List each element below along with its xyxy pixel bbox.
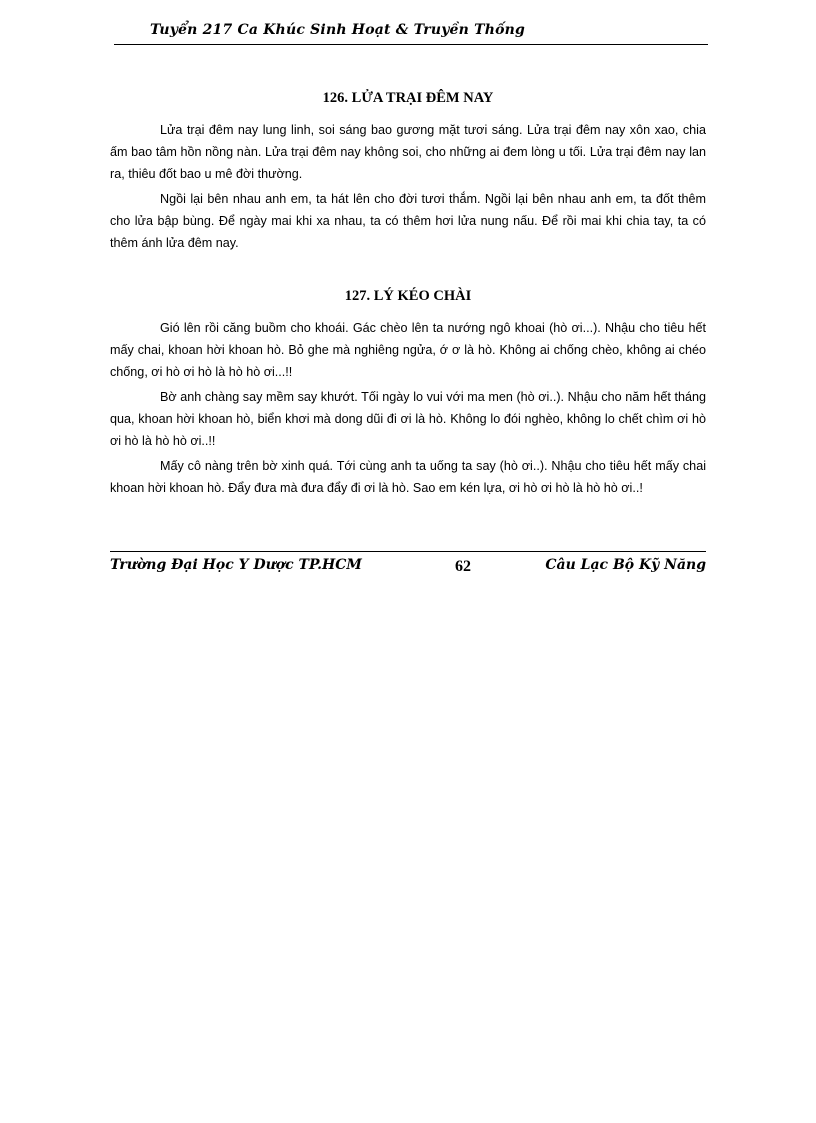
header-title: Tuyển 217 Ca Khúc Sinh Hoạt & Truyền Thống [150,22,526,38]
song-title: 126. LỬA TRẠI ĐÊM NAY [322,90,494,106]
footer-club: Câu Lạc Bộ Kỹ Năng [545,557,706,573]
lyric-paragraph: Ngồi lại bên nhau anh em, ta hát lên cho đời tươi thắm. Ngồi lại bên nhau anh em, ta đốt thêm cho lửa bập bùng. Để ngày mai khi xa nhau, ta có thêm hơi lửa nung nấu. Để rồi mai khi chia tay, ta có thêm ánh lửa đêm nay. [110,192,706,250]
lyric-paragraph: Gió lên rồi căng buồm cho khoái. Gác chèo lên ta nướng ngô khoai (hò ơi...). Nhậu cho tiêu hết mấy chai, khoan hời khoan hò. Bỏ ghe mà nghiêng ngửa, ớ ơ là hò. Không ai chống chèo, không ai chéo chống, ơi hò ơi hò là hò hò ơi...!! [110,321,706,379]
lyric-paragraph: Bờ anh chàng say mềm say khướt. Tối ngày lo vui với ma men (hò ơi..). Nhậu cho năm hết tháng qua, khoan hời khoan hò, biển khơi mà dong dũi đi ơi là hò. Không lo đói nghèo, không lo chết chìm ơi hò ơi hò là hò hò ơi..!! [110,390,706,448]
footer-school: Trường Đại Học Y Dược TP.HCM [110,557,362,573]
song-126 [110,90,706,254]
page-content [110,90,706,502]
song-127 [110,288,706,499]
page-number: 62 [455,558,471,575]
song-title: 127. LÝ KÉO CHÀI [344,288,472,304]
lyric-paragraph: Lửa trại đêm nay lung linh, soi sáng bao gương mặt tươi sáng. Lửa trại đêm nay xôn xao, chia ấm bao tâm hồn nồng nàn. Lửa trại đêm nay không soi, cho những ai đem lòng u tối. Lửa trại đêm nay lan ra, thiêu đốt bao u mê đời thường. [110,123,706,181]
lyric-paragraph: Mấy cô nàng trên bờ xinh quá. Tới cùng anh ta uống ta say (hò ơi..). Nhậu cho tiêu hết mấy chai khoan hời khoan hò. Đẩy đưa mà đưa đẩy đi ơi là hò. Sao em kén lựa, ơi hò ơi hò là hò hò ơi..! [110,459,706,495]
page-header [114,20,708,45]
page-footer [110,551,706,582]
